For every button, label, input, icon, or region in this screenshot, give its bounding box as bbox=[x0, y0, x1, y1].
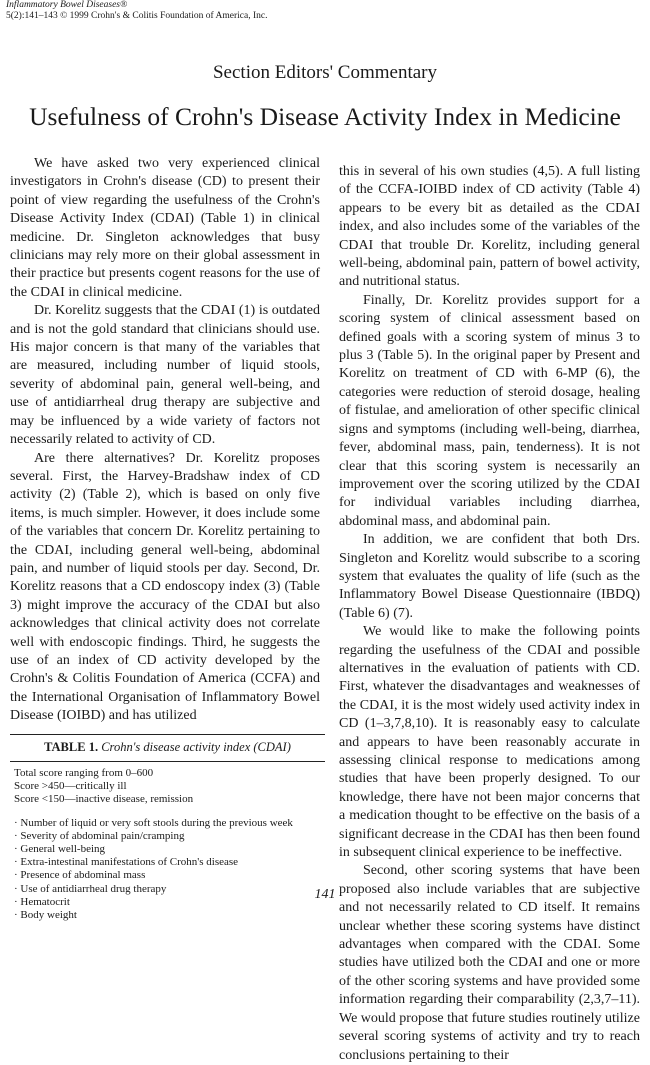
left-column bbox=[10, 155, 320, 726]
journal-citation: 5(2):141–143 © 1999 Crohn's & Colitis Foundation of America, Inc. bbox=[6, 11, 268, 21]
page-number: 141 bbox=[314, 887, 336, 902]
paragraph: We have asked two very experienced clinical investigators in Crohn's disease (CD) to present their point of view regarding the usefulness of the Crohn's Disease Activity Index (CDAI) (Table 1) in clinical medicine. Dr. Singleton acknowledges that busy clinicians may rely more on their global assessment in their practice but presents cogent reasons for the use of the CDAI in clinical medicine. bbox=[10, 156, 320, 300]
score-line: Total score ranging from 0–600 bbox=[14, 767, 154, 779]
table-caption: Crohn's disease activity index (CDAI) bbox=[101, 740, 291, 754]
paragraph: Are there alternatives? Dr. Korelitz proposes several. First, the Harvey-Bradshaw index of CD activity (2) (Table 2), which is based on only five items, is much simpler. However, it does include some of the variables that concern Dr. Korelitz pertaining to the CDAI, including general well-being, abdominal pain, and number of liquid stools per day. Second, Dr. Korelitz reasons that a CD endoscopy index (3) (Table 3) might improve the accuracy of the CDAI but also acknowledges that clinical activity does not correlate well with endoscopic findings. Third, he suggests the use of an index of CD activity developed by the Crohn's & Colitis Foundation of America (CCFA) and the International Organisation of Inflammatory Bowel Disease (IOIBD) and has utilized bbox=[10, 450, 320, 724]
table-title bbox=[10, 735, 325, 761]
journal-header bbox=[6, 0, 267, 22]
table-item: · Severity of abdominal pain/cramping bbox=[14, 829, 185, 842]
table-item: · Presence of abdominal mass bbox=[14, 869, 146, 882]
section-title: Section Editors' Commentary bbox=[212, 62, 437, 83]
paragraph: Second, other scoring systems that have been proposed also include variables that are subjective and not necessarily related to CD itself. It remains unclear whether these scoring systems have distinct advantages when compared with the CDAI. Some studies have utilized both the CDAI and one or more of the other scoring systems and have provided some information regarding their comparability (2,3,7–11). We would propose that future studies routinely utilize several scoring systems of activity and try to reach conclusions pertaining to their bbox=[339, 863, 640, 1063]
table-item: · Body weight bbox=[14, 909, 77, 922]
table-item: · Use of antidiarrheal drug therapy bbox=[14, 882, 167, 895]
table-item: · General well-being bbox=[14, 843, 106, 856]
table-item: · Number of liquid or very soft stools during the previous week bbox=[14, 816, 293, 829]
table-item: · Hematocrit bbox=[14, 895, 70, 908]
paragraph: We would like to make the following points regarding the usefulness of the CDAI and possible alternatives in the evaluation of patients with CD. First, whatever the disadvantages and weaknesses of the CDAI, it is the most widely used activity index in CD (1–3,7,8,10). It is reasonably easy to calculate and appears to have been reasonably accurate in assessing clinical response to medications among studies that have been properly designed. To our knowledge, there have not been major concerns that a medication thought to be effective on the basis of a significant decrease in the CDAI has then been found in subsequent clinical experience to be ineffective. bbox=[339, 624, 640, 861]
article-title: Usefulness of Crohn's Disease Activity Index in Medicine bbox=[29, 102, 621, 131]
right-column bbox=[339, 163, 640, 1065]
paragraph: Dr. Korelitz suggests that the CDAI (1) is outdated and is not the gold standard that clinicians should use. His major concern is that many of the variables that are measured, including number of liquid stools, severity of abdominal pain, general well-being, and use of antidiarrheal drug therapy are subjective and may be influenced by a wide variety of factors not necessarily related to activity of CD. bbox=[10, 303, 320, 448]
table-label: TABLE 1. bbox=[44, 740, 99, 754]
paragraph: this in several of his own studies (4,5). A full listing of the CCFA-IOIBD index of CD activity (Table 4) appears to be every bit as detailed as the CDAI index, and also includes some of the variables of the CDAI that trouble Dr. Korelitz, including general well-being, abdominal pain, pattern of bowel activity, and nutritional status. bbox=[339, 164, 640, 290]
journal-name: Inflammatory Bowel Diseases® bbox=[6, 0, 128, 10]
table-item: · Extra-intestinal manifestations of Crohn's disease bbox=[14, 856, 239, 869]
paragraph: In addition, we are confident that both Drs. Singleton and Korelitz would subscribe to a scoring system that evaluates the quality of life (such as the Inflammatory Bowel Disease Questionnaire (IBDQ) (Table 6) (7). bbox=[339, 532, 640, 621]
paragraph: Finally, Dr. Korelitz provides support for a scoring system of clinical assessment based on defined goals with a scoring system of minus 3 to plus 3 (Table 5). In the original paper by Present and Korelitz on treatment of CD with 6-MP (6), the categories were reduction of steroid dosage, healing of fistulae, and amelioration of other specific clinical signs and symptoms (including well-being, diarrhea, fever, abdominal mass, pain, tenderness). It is not clear that this scoring system is necessarily an improvement over the scoring utilized by the CDAI for individual variables including diarrhea, abdominal mass, and abdominal pain. bbox=[339, 292, 640, 529]
score-line: Score <150—inactive disease, remission bbox=[14, 793, 194, 806]
score-line: Score >450—critically ill bbox=[14, 780, 127, 793]
